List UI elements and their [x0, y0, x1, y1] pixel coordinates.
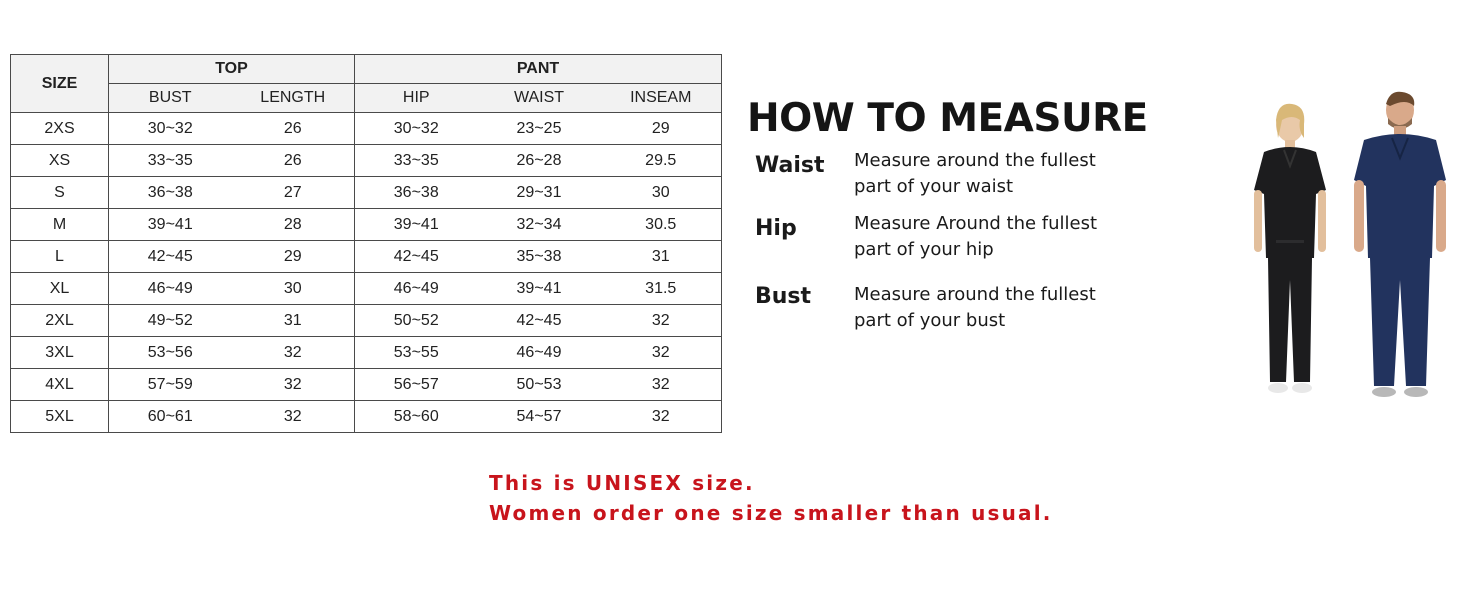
bust-cell: 42~45 — [109, 241, 232, 273]
measure-description-line: Measure around the fullest — [854, 284, 1096, 305]
length-cell: 26 — [232, 145, 355, 177]
length-cell: 32 — [232, 337, 355, 369]
inseam-cell: 29.5 — [601, 145, 722, 177]
hip-cell: 56~57 — [355, 369, 478, 401]
table-row — [11, 273, 722, 305]
table-row — [11, 369, 722, 401]
inseam-cell: 30.5 — [601, 209, 722, 241]
table-row — [11, 401, 722, 433]
waist-cell: 32~34 — [478, 209, 601, 241]
inseam-cell: 30 — [601, 177, 722, 209]
waist-cell: 35~38 — [478, 241, 601, 273]
length-cell: 29 — [232, 241, 355, 273]
hip-cell: 30~32 — [355, 113, 478, 145]
scrubs-models-image — [1240, 90, 1456, 410]
inseam-cell: 32 — [601, 305, 722, 337]
measure-description-line: part of your hip — [854, 239, 994, 260]
size-chart-table — [10, 54, 722, 433]
how-to-measure-section — [747, 96, 1167, 331]
waist-cell: 50~53 — [478, 369, 601, 401]
how-to-measure-title: HOW TO MEASURE — [747, 96, 1148, 141]
size-cell: 4XL — [11, 369, 109, 401]
bust-cell: 33~35 — [109, 145, 232, 177]
measure-term: Hip — [755, 216, 797, 241]
bust-cell: 49~52 — [109, 305, 232, 337]
unisex-notice-line: Women order one size smaller than usual. — [489, 501, 1053, 525]
size-cell: S — [11, 177, 109, 209]
bust-cell: 46~49 — [109, 273, 232, 305]
waist-cell: 29~31 — [478, 177, 601, 209]
length-cell: 32 — [232, 401, 355, 433]
waist-cell: 54~57 — [478, 401, 601, 433]
table-row — [11, 305, 722, 337]
column-header-bust: BUST — [109, 84, 232, 113]
length-cell: 30 — [232, 273, 355, 305]
measure-description — [854, 282, 1154, 334]
measure-description-line: Measure around the fullest — [854, 150, 1096, 171]
table-row — [11, 209, 722, 241]
size-cell: 2XS — [11, 113, 109, 145]
table-row — [11, 241, 722, 273]
waist-cell: 42~45 — [478, 305, 601, 337]
size-cell: XL — [11, 273, 109, 305]
length-cell: 26 — [232, 113, 355, 145]
bust-cell: 30~32 — [109, 113, 232, 145]
measure-description-line: part of your waist — [854, 176, 1014, 197]
bust-cell: 57~59 — [109, 369, 232, 401]
size-cell: L — [11, 241, 109, 273]
column-header-inseam: INSEAM — [601, 84, 722, 113]
size-cell: 3XL — [11, 337, 109, 369]
length-cell: 27 — [232, 177, 355, 209]
measure-description-line: part of your bust — [854, 310, 1006, 331]
inseam-cell: 29 — [601, 113, 722, 145]
man-model-figure — [1354, 92, 1446, 397]
inseam-cell: 32 — [601, 401, 722, 433]
bust-cell: 60~61 — [109, 401, 232, 433]
hip-cell: 53~55 — [355, 337, 478, 369]
size-cell: 2XL — [11, 305, 109, 337]
table-row — [11, 177, 722, 209]
bust-cell: 36~38 — [109, 177, 232, 209]
hip-cell: 50~52 — [355, 305, 478, 337]
measure-description — [854, 211, 1154, 263]
measure-term: Bust — [755, 284, 812, 309]
measure-description — [854, 148, 1154, 200]
hip-cell: 36~38 — [355, 177, 478, 209]
length-cell: 28 — [232, 209, 355, 241]
pant-group-header: PANT — [355, 55, 722, 84]
top-group-header: TOP — [109, 55, 355, 84]
table-row — [11, 145, 722, 177]
waist-cell: 26~28 — [478, 145, 601, 177]
column-header-length: LENGTH — [232, 84, 355, 113]
unisex-notice-line: This is UNISEX size. — [489, 471, 755, 495]
waist-cell: 46~49 — [478, 337, 601, 369]
size-cell: M — [11, 209, 109, 241]
length-cell: 32 — [232, 369, 355, 401]
hip-cell: 46~49 — [355, 273, 478, 305]
waist-cell: 39~41 — [478, 273, 601, 305]
hip-cell: 33~35 — [355, 145, 478, 177]
unisex-notice — [489, 468, 1053, 528]
bust-cell: 39~41 — [109, 209, 232, 241]
inseam-cell: 32 — [601, 337, 722, 369]
measure-description-line: Measure Around the fullest — [854, 213, 1098, 234]
inseam-cell: 31.5 — [601, 273, 722, 305]
measure-term: Waist — [755, 153, 825, 178]
hip-cell: 42~45 — [355, 241, 478, 273]
bust-cell: 53~56 — [109, 337, 232, 369]
column-header-hip: HIP — [355, 84, 478, 113]
table-row — [11, 113, 722, 145]
inseam-cell: 32 — [601, 369, 722, 401]
table-row — [11, 337, 722, 369]
length-cell: 31 — [232, 305, 355, 337]
column-header-waist: WAIST — [478, 84, 601, 113]
size-cell: XS — [11, 145, 109, 177]
size-cell: 5XL — [11, 401, 109, 433]
waist-cell: 23~25 — [478, 113, 601, 145]
inseam-cell: 31 — [601, 241, 722, 273]
hip-cell: 58~60 — [355, 401, 478, 433]
woman-model-figure — [1254, 104, 1326, 393]
size-column-header: SIZE — [11, 55, 109, 113]
hip-cell: 39~41 — [355, 209, 478, 241]
